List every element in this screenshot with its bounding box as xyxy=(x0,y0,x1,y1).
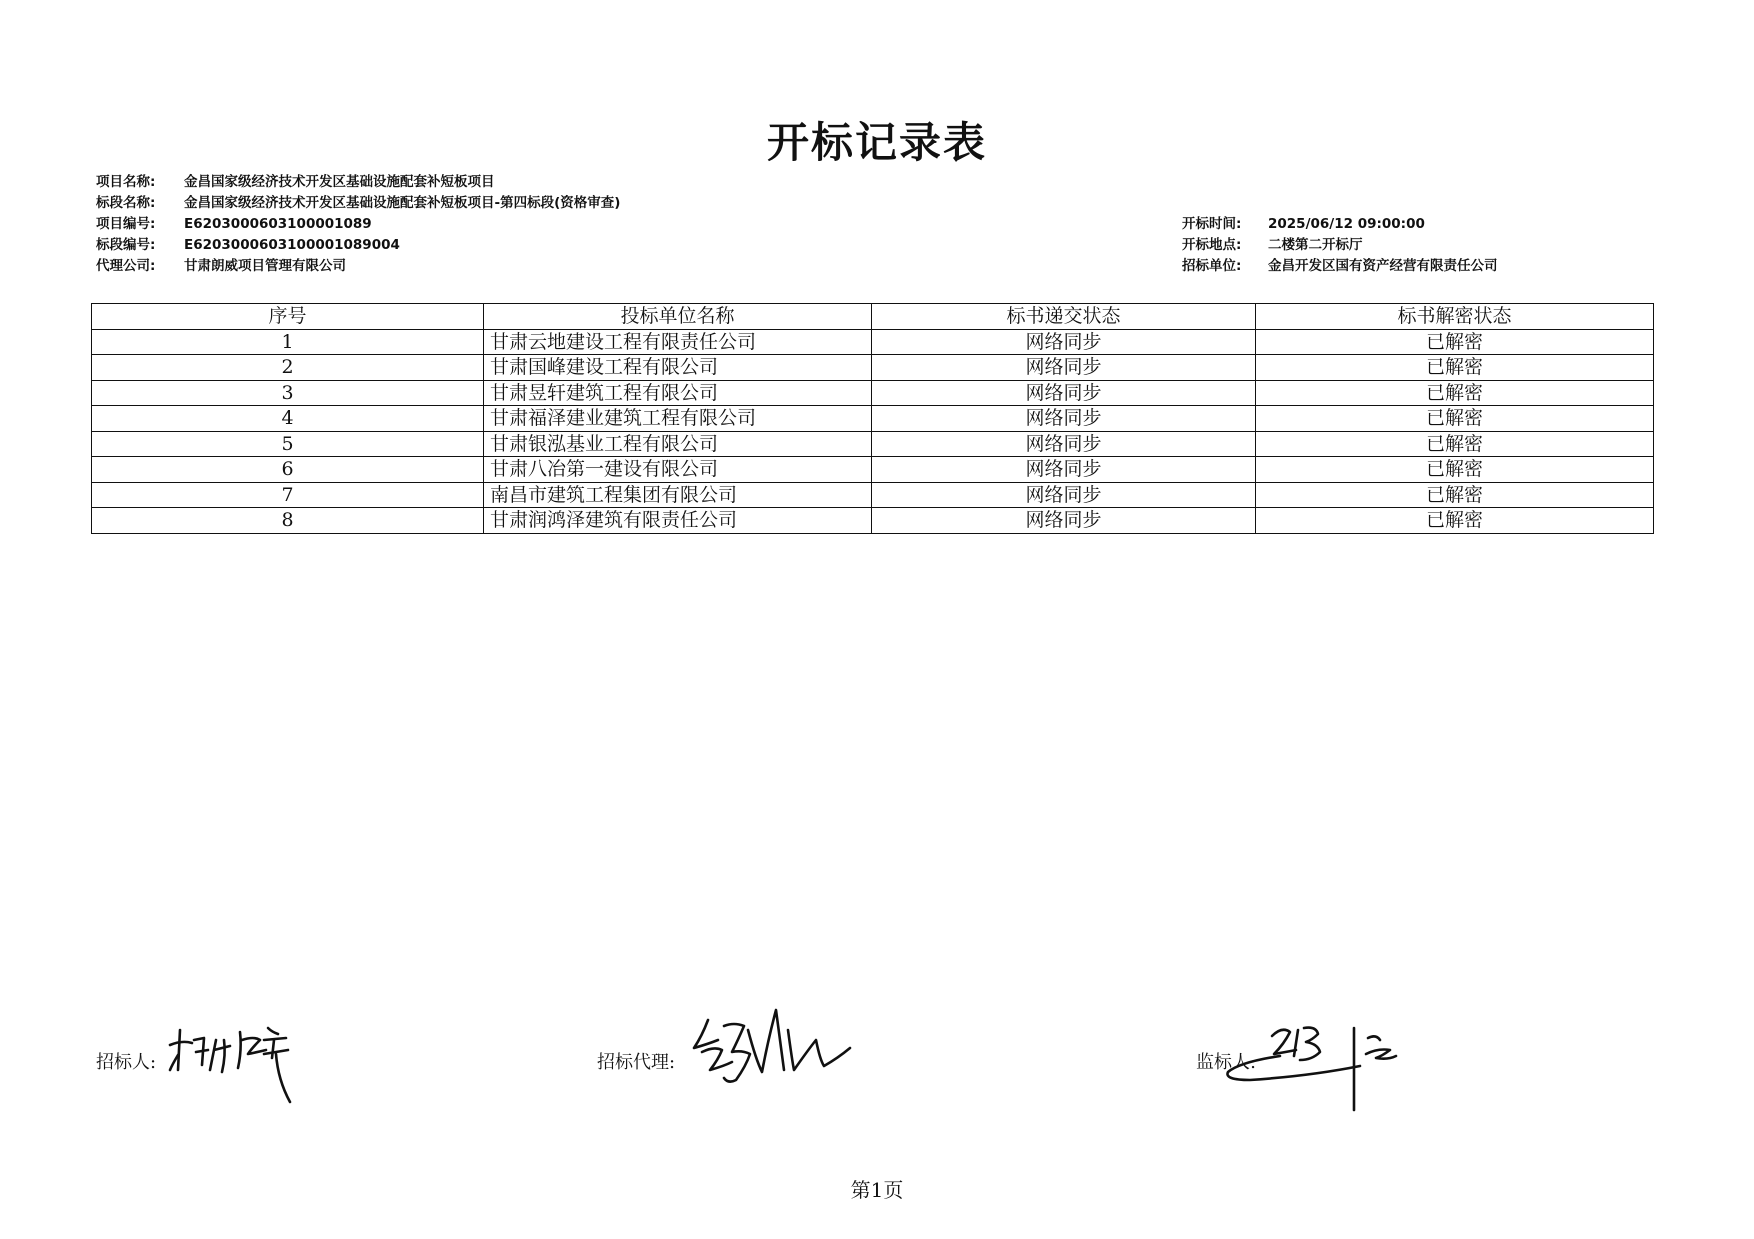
cell-no: 1 xyxy=(92,329,484,355)
header-no: 序号 xyxy=(92,304,484,330)
cell-decrypt-status: 已解密 xyxy=(1256,431,1654,457)
cell-bidder-name: 甘肃昱轩建筑工程有限公司 xyxy=(484,380,872,406)
header-decrypt-status: 标书解密状态 xyxy=(1256,304,1654,330)
bid-record-table xyxy=(91,303,1654,534)
info-value: E6203000603100001089004 xyxy=(184,237,400,253)
page-number: 第1页 xyxy=(850,1178,904,1202)
supervisor-signature-label: 监标人: xyxy=(1196,1052,1257,1073)
project-info-row xyxy=(96,256,620,277)
info-value: 金昌国家级经济技术开发区基础设施配套补短板项目-第四标段(资格审查) xyxy=(184,195,621,211)
info-label: 开标地点: xyxy=(1182,237,1242,253)
cell-submit-status: 网络同步 xyxy=(872,457,1256,483)
table-row xyxy=(92,329,1654,355)
tenderer-signature-label: 招标人: xyxy=(96,1052,157,1073)
info-label: 招标单位: xyxy=(1182,258,1242,274)
cell-no: 6 xyxy=(92,457,484,483)
page-title: 开标记录表 xyxy=(766,118,987,167)
cell-submit-status: 网络同步 xyxy=(872,380,1256,406)
opening-info-row xyxy=(1182,214,1498,235)
cell-bidder-name: 南昌市建筑工程集团有限公司 xyxy=(484,482,872,508)
project-info-row xyxy=(96,214,620,235)
info-label: 标段编号: xyxy=(96,237,156,253)
cell-decrypt-status: 已解密 xyxy=(1256,355,1654,381)
info-label: 项目名称: xyxy=(96,174,156,190)
supervisor-signature xyxy=(1220,1010,1410,1120)
info-value: 金昌开发区国有资产经营有限责任公司 xyxy=(1268,258,1498,274)
cell-bidder-name: 甘肃润鸿泽建筑有限责任公司 xyxy=(484,508,872,534)
info-value: 二楼第二开标厅 xyxy=(1268,237,1363,253)
cell-decrypt-status: 已解密 xyxy=(1256,329,1654,355)
table-header-row xyxy=(92,304,1654,330)
opening-info-row xyxy=(1182,235,1498,256)
cell-no: 7 xyxy=(92,482,484,508)
cell-no: 8 xyxy=(92,508,484,534)
cell-decrypt-status: 已解密 xyxy=(1256,482,1654,508)
project-info-row xyxy=(96,193,620,214)
table-row xyxy=(92,431,1654,457)
cell-decrypt-status: 已解密 xyxy=(1256,406,1654,432)
info-value: 金昌国家级经济技术开发区基础设施配套补短板项目 xyxy=(184,174,495,190)
cell-bidder-name: 甘肃银泓基业工程有限公司 xyxy=(484,431,872,457)
cell-no: 2 xyxy=(92,355,484,381)
table-row xyxy=(92,508,1654,534)
info-label: 开标时间: xyxy=(1182,216,1242,232)
table-row xyxy=(92,482,1654,508)
cell-bidder-name: 甘肃云地建设工程有限责任公司 xyxy=(484,329,872,355)
project-info-row xyxy=(96,235,620,256)
cell-submit-status: 网络同步 xyxy=(872,508,1256,534)
header-submit-status: 标书递交状态 xyxy=(872,304,1256,330)
project-info xyxy=(96,172,620,277)
cell-no: 5 xyxy=(92,431,484,457)
info-value: 2025/06/12 09:00:00 xyxy=(1268,216,1425,232)
cell-no: 4 xyxy=(92,406,484,432)
cell-submit-status: 网络同步 xyxy=(872,406,1256,432)
cell-submit-status: 网络同步 xyxy=(872,329,1256,355)
table-row xyxy=(92,406,1654,432)
cell-bidder-name: 甘肃八冶第一建设有限公司 xyxy=(484,457,872,483)
cell-decrypt-status: 已解密 xyxy=(1256,508,1654,534)
cell-submit-status: 网络同步 xyxy=(872,431,1256,457)
table-row xyxy=(92,355,1654,381)
info-value: 甘肃朗威项目管理有限公司 xyxy=(184,258,346,274)
info-label: 标段名称: xyxy=(96,195,156,211)
project-info-row xyxy=(96,172,620,193)
info-value: E6203000603100001089 xyxy=(184,216,372,232)
cell-bidder-name: 甘肃福泽建业建筑工程有限公司 xyxy=(484,406,872,432)
cell-submit-status: 网络同步 xyxy=(872,482,1256,508)
cell-no: 3 xyxy=(92,380,484,406)
cell-decrypt-status: 已解密 xyxy=(1256,457,1654,483)
cell-decrypt-status: 已解密 xyxy=(1256,380,1654,406)
table-row xyxy=(92,457,1654,483)
cell-bidder-name: 甘肃国峰建设工程有限公司 xyxy=(484,355,872,381)
opening-info xyxy=(1182,214,1498,277)
table-row xyxy=(92,380,1654,406)
tenderer-signature xyxy=(168,1010,318,1110)
header-bidder-name: 投标单位名称 xyxy=(484,304,872,330)
cell-submit-status: 网络同步 xyxy=(872,355,1256,381)
info-label: 代理公司: xyxy=(96,258,156,274)
agent-signature xyxy=(688,1000,858,1100)
opening-info-row xyxy=(1182,256,1498,277)
info-label: 项目编号: xyxy=(96,216,156,232)
agent-signature-label: 招标代理: xyxy=(597,1052,676,1073)
